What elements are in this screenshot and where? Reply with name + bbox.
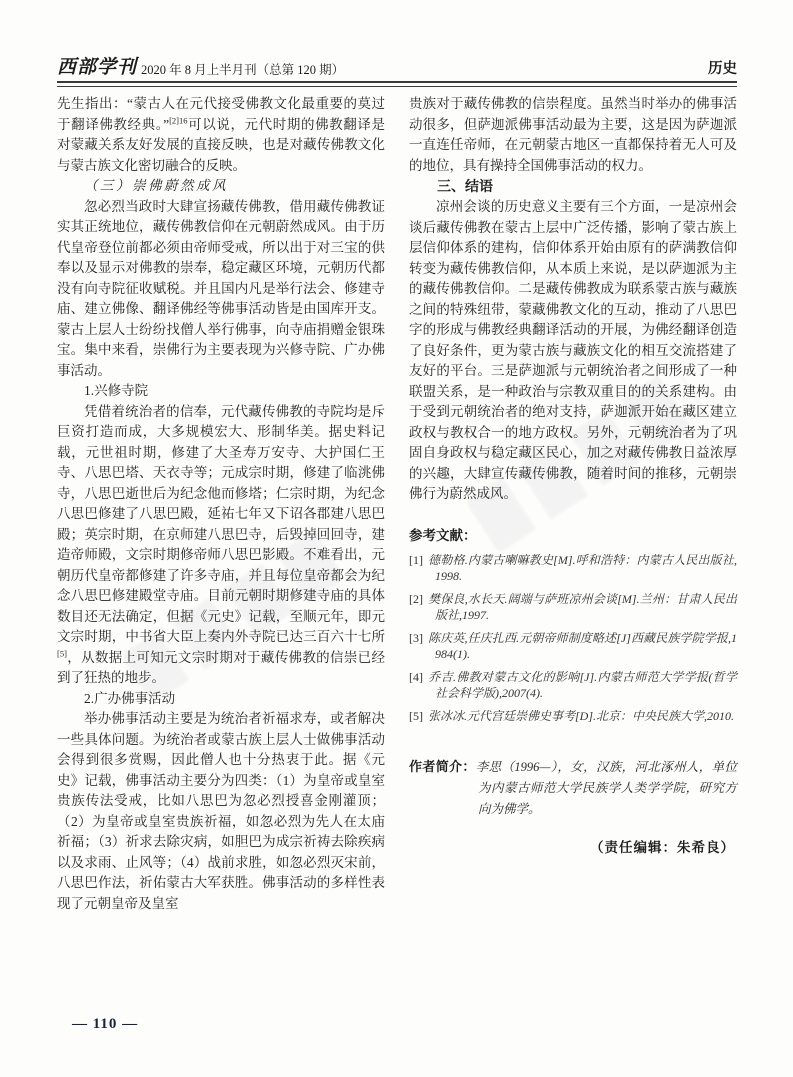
page-header <box>57 52 737 79</box>
author-bio <box>409 756 737 820</box>
editor-note: （责任编辑：朱希良） <box>590 840 735 855</box>
reference-item <box>409 591 737 624</box>
page-number: — 110 — <box>72 1016 139 1032</box>
issue-info: 2020 年 8 月上半月刊（总第 120 期） <box>141 63 345 77</box>
header-left <box>57 52 344 79</box>
reference-label: [3] <box>409 630 423 645</box>
header-rule <box>57 81 737 87</box>
reference-label: [5] <box>409 708 423 723</box>
reference-text: 樊保良,水长天.阔端与萨班凉州会谈[M].兰州：甘肃人民出版社,1997. <box>428 591 737 622</box>
subheading-activities: 2.广办佛事活动 <box>84 690 176 706</box>
references-list <box>409 552 737 725</box>
reference-label: [2] <box>409 591 423 606</box>
reference-text: 德勒格.内蒙古喇嘛教史[M].呼和浩特：内蒙古人民出版社,1998. <box>428 552 737 583</box>
author-bio-label: 作者简介： <box>409 759 476 774</box>
subsection-heading-3: （三）崇佛蔚然成风 <box>84 178 228 193</box>
reference-label: [4] <box>409 669 423 684</box>
paragraph-text: ，从数据上可知元文宗时期对于藏传佛教的信崇已经到了狂热的地步。 <box>57 649 385 685</box>
subheading-temples: 1.兴修寺院 <box>84 383 149 398</box>
right-column <box>409 94 737 914</box>
paragraph-chongfo: 忽必烈当政时大肆宣扬藏传佛教，借用藏传佛教证实其正统地位，藏传佛教信仰在元朝蔚然成风。由于历代皇帝登位前都必须由帝师受戒，所以出于对三宝的供奉以及显示对佛教的崇奉，稳定藏区环境，元朝历代都没有向寺院征收赋税。并且国内凡是举行法会、修建寺庙、建立佛像、翻译佛经等佛事活动皆是由国库开支。蒙古上层人士纷纷找僧人举行佛事，向寺庙捐赠金银珠宝。集中来看，崇佛行为主要表现为兴修寺院、广办佛事活动。 <box>57 198 385 378</box>
section-label: 历史 <box>708 61 737 77</box>
article-body <box>57 94 737 914</box>
reference-text: 乔吉.佛教对蒙古文化的影响[J].内蒙古师范大学学报(哲学社会科学版),2007(4). <box>428 669 737 700</box>
paragraph-activities: 举办佛事活动主要是为统治者祈福求寿，或者解决一些具体问题。为统治者或蒙古族上层人士做佛事活动会得到很多赏赐，因此僧人也十分热衷于此。据《元史》记载，佛事活动主要分为四类：（1）为皇帝或皇室贵族传法受戒，比如八思巴为忽必烈授喜金刚灌顶；（2）为皇帝或皇室贵族祈福，如忽必烈为先人在太庙祈福；（3）祈求去除灾病，如胆巴为成宗祈祷去除疾病以及求雨、止风等；（4）战前求胜，如忽必烈灭宋前，八思巴作法，祈佑蒙古大军获胜。佛事活动的多样性表现了元朝皇帝及皇室 <box>57 711 385 911</box>
citation-superscript: [2]16 <box>169 115 188 125</box>
paragraph-text: 可以说，元代时期的佛教翻译是对蒙藏关系友好发展的直接反映，也是对藏传佛教文化与蒙古族文化密切融合的反映。 <box>57 116 385 173</box>
reference-text: 张冰冰.元代宫廷崇佛史事考[D].北京：中央民族大学,2010. <box>428 708 735 723</box>
paragraph-text: 先生指出：“蒙古人在元代接受佛教文化最重要的莫过于翻译佛教经典。” <box>57 96 385 132</box>
paragraph-activities-continuation: 贵族对于藏传佛教的信崇程度。虽然当时举办的佛事活动很多，但萨迦派佛事活动最为主要，这是因为萨迦派一直连任帝师，在元朝蒙古地区一直都保持着无人可及的地位，具有操持全国佛事活动的权力。 <box>409 96 737 173</box>
author-bio-text: 李思（1996—），女，汉族，河北涿州人，单位为内蒙古师范大学民族学人类学学院，研究方向为佛学。 <box>475 760 737 816</box>
reference-item <box>409 552 737 585</box>
paragraph-intro-continuation <box>57 94 385 176</box>
reference-text: 陈庆英,任庆扎西.元朝帝师制度略述[J]西藏民族学院学报,1984(1). <box>428 630 737 661</box>
citation-superscript: [5] <box>57 648 67 658</box>
conclusion-heading: 三、结语 <box>437 178 493 194</box>
left-column <box>57 94 385 914</box>
reference-label: [1] <box>409 552 423 567</box>
paragraph-temples <box>57 402 385 689</box>
reference-item <box>409 708 737 725</box>
reference-item <box>409 630 737 663</box>
reference-item <box>409 669 737 702</box>
references-title: 参考文献： <box>409 527 477 543</box>
journal-logo: 西部学刊 <box>57 57 138 78</box>
paragraph-text: 凭借着统治者的信奉，元代藏传佛教的寺院均是斥巨资打造而成，大多规模宏大、形制华美。据史料记载，元世祖时期，修建了大圣寿万安寺、大护国仁王寺、八思巴塔、天衣寺等；元成宗时期，修建了临洮佛寺，八思巴逝世后为纪念他而修塔；仁宗时期，为纪念八思巴修建了八思巴殿，延祐七年又下诏各郡建八思巴殿；英宗时期，在京师建八思巴寺，后毁掉回回寺，建造帝师殿，文宗时期修帝师八思巴影殿。不难看出，元朝历代皇帝都修建了许多寺庙，并且每位皇帝都会为纪念八思巴修建殿堂寺庙。目前元朝时期修建寺庙的具体数目还无法确定，但据《元史》记载，至顺元年，即元文宗时期，中书省大臣上奏内外寺院已达三百六十七所 <box>57 403 385 644</box>
paragraph-conclusion: 凉州会谈的历史意义主要有三个方面，一是凉州会谈后藏传佛教在蒙古上层中广泛传播，影响了蒙古族上层信仰体系的建构，信仰体系开始由原有的萨满教信仰转变为藏传佛教信仰，从本质上来说，是以萨迦派为主的藏传佛教信仰。二是藏传佛教成为联系蒙古族与藏族之间的特殊纽带，蒙藏佛教文化的互动，推动了八思巴字的形成与佛教经典翻译活动的开展，为佛经翻译创造了良好条件，更为蒙古族与藏族文化的相互交流搭建了友好的平台。三是萨迦派与元朝统治者之间形成了一种联盟关系，是一种政治与宗教双重目的的关系建构。由于受到元朝统治者的绝对支持，萨迦派开始在藏区建立政权与教权合一的地方政权。另外，元朝统治者为了巩固自身政权与稳定藏区民心，加之对藏传佛教日益浓厚的兴趣，大肆宣传藏传佛教，随着时间的推移，元朝崇佛行为蔚然成风。 <box>409 199 737 501</box>
